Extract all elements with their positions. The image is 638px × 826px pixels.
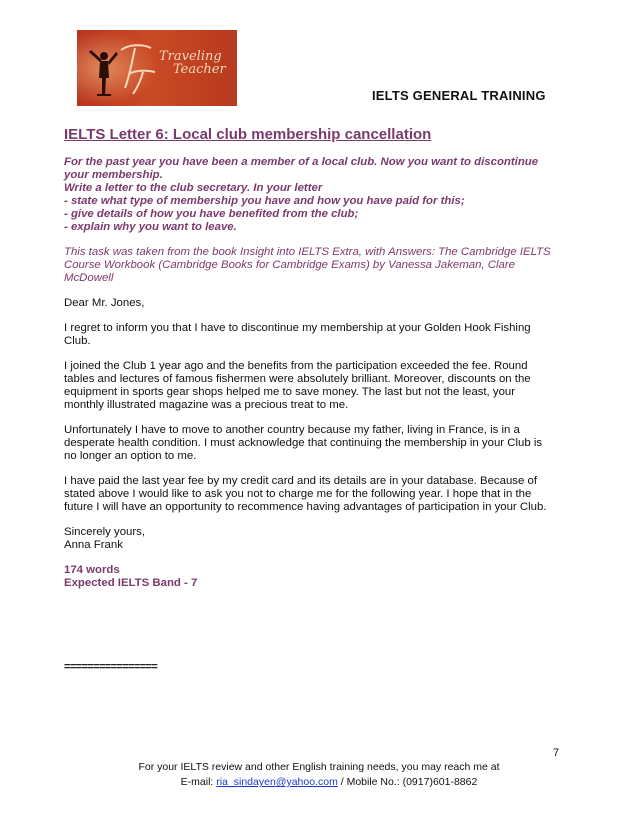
document-header-title: IELTS GENERAL TRAINING: [372, 88, 546, 103]
prompt-line: Write a letter to the club secretary. In your letter: [64, 182, 323, 194]
letter-content: [64, 126, 556, 590]
footer-contact-line: For your IELTS review and other English training needs, you may reach me at: [138, 761, 500, 773]
closing-block: [64, 526, 556, 552]
word-count: 174 words: [64, 564, 120, 576]
email-label: E-mail:: [180, 776, 214, 788]
letter-paragraph: I regret to inform you that I have to discontinue my membership at your Golden Hook Fishing Club.: [64, 322, 531, 347]
task-source: This task was taken from the book Insight into IELTS Extra, with Answers: The Cambridge IELTS Course Workbook (Cambridge Books for Cambridge Exams) by Vanessa Jakeman, Clare McDowell: [64, 246, 551, 284]
traveling-teacher-logo: [77, 30, 237, 106]
mobile-number: / Mobile No.: (0917)601-8862: [340, 776, 478, 788]
letter-paragraph: Unfortunately I have to move to another country because my father, living in France, is in a desperate health condition. I must acknowledge that continuing the membership in your Club is no longer an option to me.: [64, 424, 543, 462]
section-separator: ================: [64, 661, 158, 673]
task-prompt: [64, 156, 556, 234]
prompt-line: - give details of how you have benefited from the club;: [64, 208, 359, 220]
letter-paragraph: I joined the Club 1 year ago and the benefits from the participation exceeded the fee. Round tables and lectures of famous fishermen were absolutely brilliant. Moreover, discounts on the equipment in sports gear shops helped me to save money. The last but not the least, your monthly illustrated magazine was a precious treat to me.: [64, 360, 531, 411]
letter-stats: [64, 564, 556, 590]
page-number: 7: [553, 747, 560, 759]
letter-title: IELTS Letter 6: Local club membership cancellation: [64, 126, 432, 143]
closing: Sincerely yours,: [64, 526, 146, 538]
footer-contact-details: [0, 775, 638, 790]
logo-wordmark: Traveling Teacher: [159, 49, 226, 77]
page-footer: [0, 760, 638, 790]
email-link[interactable]: ria_sindayen@yahoo.com: [216, 776, 338, 788]
salutation: Dear Mr. Jones,: [64, 297, 145, 309]
prompt-line: - state what type of membership you have and how you have paid for this;: [64, 195, 465, 207]
prompt-line: For the past year you have been a member of a local club. Now you want to discontinue your membership.: [64, 156, 539, 181]
letter-paragraph: I have paid the last year fee by my credit card and its details are in your database. Because of stated above I would like to ask you not to charge me for the following year. I hope that in the future I will have an opportunity to recommence having advantages of participation in your Club.: [64, 475, 547, 513]
signature: Anna Frank: [64, 539, 123, 551]
prompt-line: - explain why you want to leave.: [64, 221, 237, 233]
expected-band: Expected IELTS Band - 7: [64, 577, 198, 589]
